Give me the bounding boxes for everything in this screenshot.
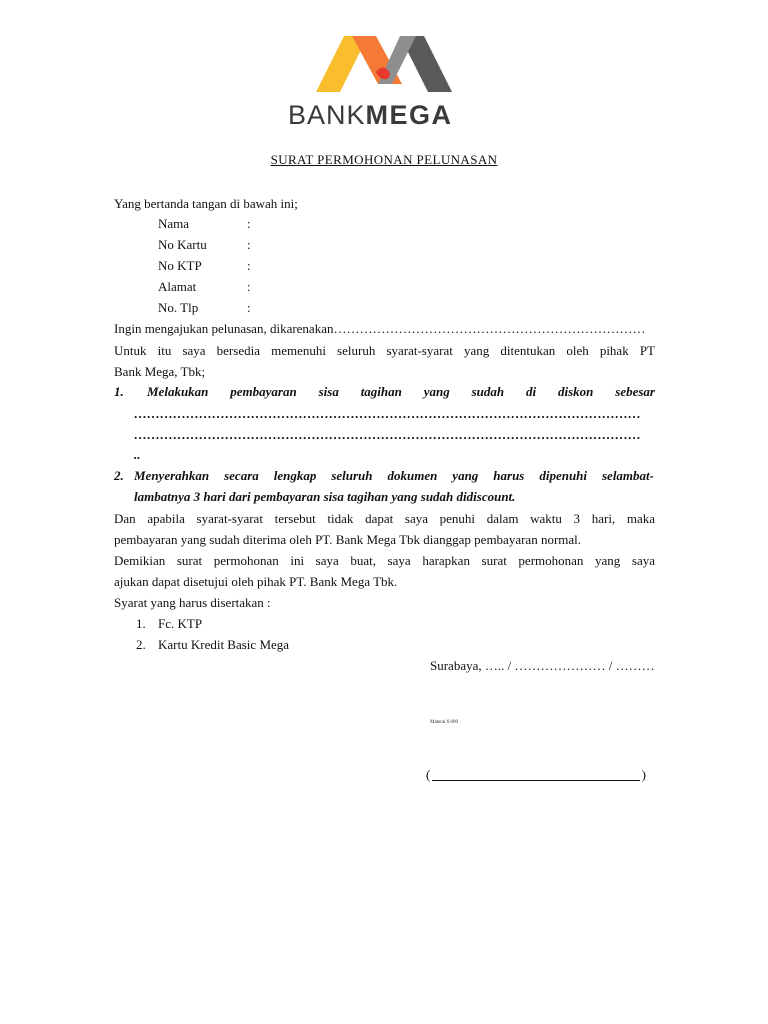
requirement-text: Fc. KTP: [158, 616, 203, 631]
bank-mega-logo: [288, 34, 484, 130]
field-colon: :: [247, 237, 251, 252]
requirement-number: 2.: [136, 637, 146, 652]
reason-line: Ingin mengajukan pelunasan, dikarenakan………………………………………………………………: [114, 321, 646, 336]
requirement-text: Kartu Kredit Basic Mega: [158, 637, 290, 652]
field-label: No KTP: [158, 258, 202, 273]
field-label: Nama: [158, 216, 190, 231]
place-date: Surabaya, ….. / ………………… / ………: [430, 658, 655, 673]
item-1-number: 1.: [114, 384, 124, 399]
item-2-number: 2.: [114, 468, 124, 483]
signature-open-paren: (: [426, 767, 431, 782]
logo-text-bank: BANK: [288, 100, 366, 130]
document-title: SURAT PERMOHONAN PELUNASAN: [270, 152, 498, 167]
item-1-text: Melakukan pembayaran sisa tagihan yang sudah di diskon sebesar: [147, 384, 655, 399]
stamp-label: Materai 6.000: [430, 720, 459, 725]
signature-underline: [432, 780, 640, 781]
item-1-dots-line-1: ………………………………………………………………………………………………………: [134, 406, 641, 421]
paragraph-2-line-1: Dan apabila syarat-syarat tersebut tidak dapat saya penuhi dalam waktu 3 hari, maka: [114, 511, 655, 526]
paragraph-3-line-1: Demikian surat permohonan ini saya buat, saya harapkan surat permohonan yang saya: [114, 553, 655, 568]
item-1-dots-line-2: ………………………………………………………………………………………………………: [134, 427, 641, 442]
field-colon: :: [247, 216, 251, 231]
item-2-line-1: Menyerahkan secara lengkap seluruh dokumen yang harus dipenuhi selambat-: [134, 468, 654, 483]
bank-mega-logo-text: [288, 100, 484, 130]
field-colon: :: [247, 300, 251, 315]
paragraph-2-line-2: pembayaran yang sudah diterima oleh PT. Bank Mega Tbk dianggap pembayaran normal.: [114, 532, 582, 547]
paragraph-3-line-2: ajukan dapat disetujui oleh pihak PT. Bank Mega Tbk.: [114, 574, 398, 589]
field-colon: :: [247, 279, 251, 294]
item-2-line-2: lambatnya 3 hari dari pembayaran sisa tagihan yang sudah didiscount.: [134, 489, 516, 504]
paragraph-1-line-2: Bank Mega, Tbk;: [114, 364, 206, 379]
field-label: No. Tlp: [158, 300, 199, 315]
signature-line: [426, 768, 646, 782]
requirements-heading: Syarat yang harus disertakan :: [114, 595, 271, 610]
bank-mega-logo-mark-icon: [316, 34, 456, 96]
paragraph-1-line-1: Untuk itu saya bersedia memenuhi seluruh syarat-syarat yang ditentukan oleh pihak PT: [114, 343, 655, 358]
field-label: No Kartu: [158, 237, 207, 252]
logo-text-mega: MEGA: [365, 100, 453, 130]
item-1-dots-line-3: ..: [134, 447, 141, 462]
signature-close-paren: ): [641, 767, 646, 782]
requirement-number: 1.: [136, 616, 146, 631]
field-label: Alamat: [158, 279, 197, 294]
field-colon: :: [247, 258, 251, 273]
intro-text: Yang bertanda tangan di bawah ini;: [114, 196, 298, 211]
